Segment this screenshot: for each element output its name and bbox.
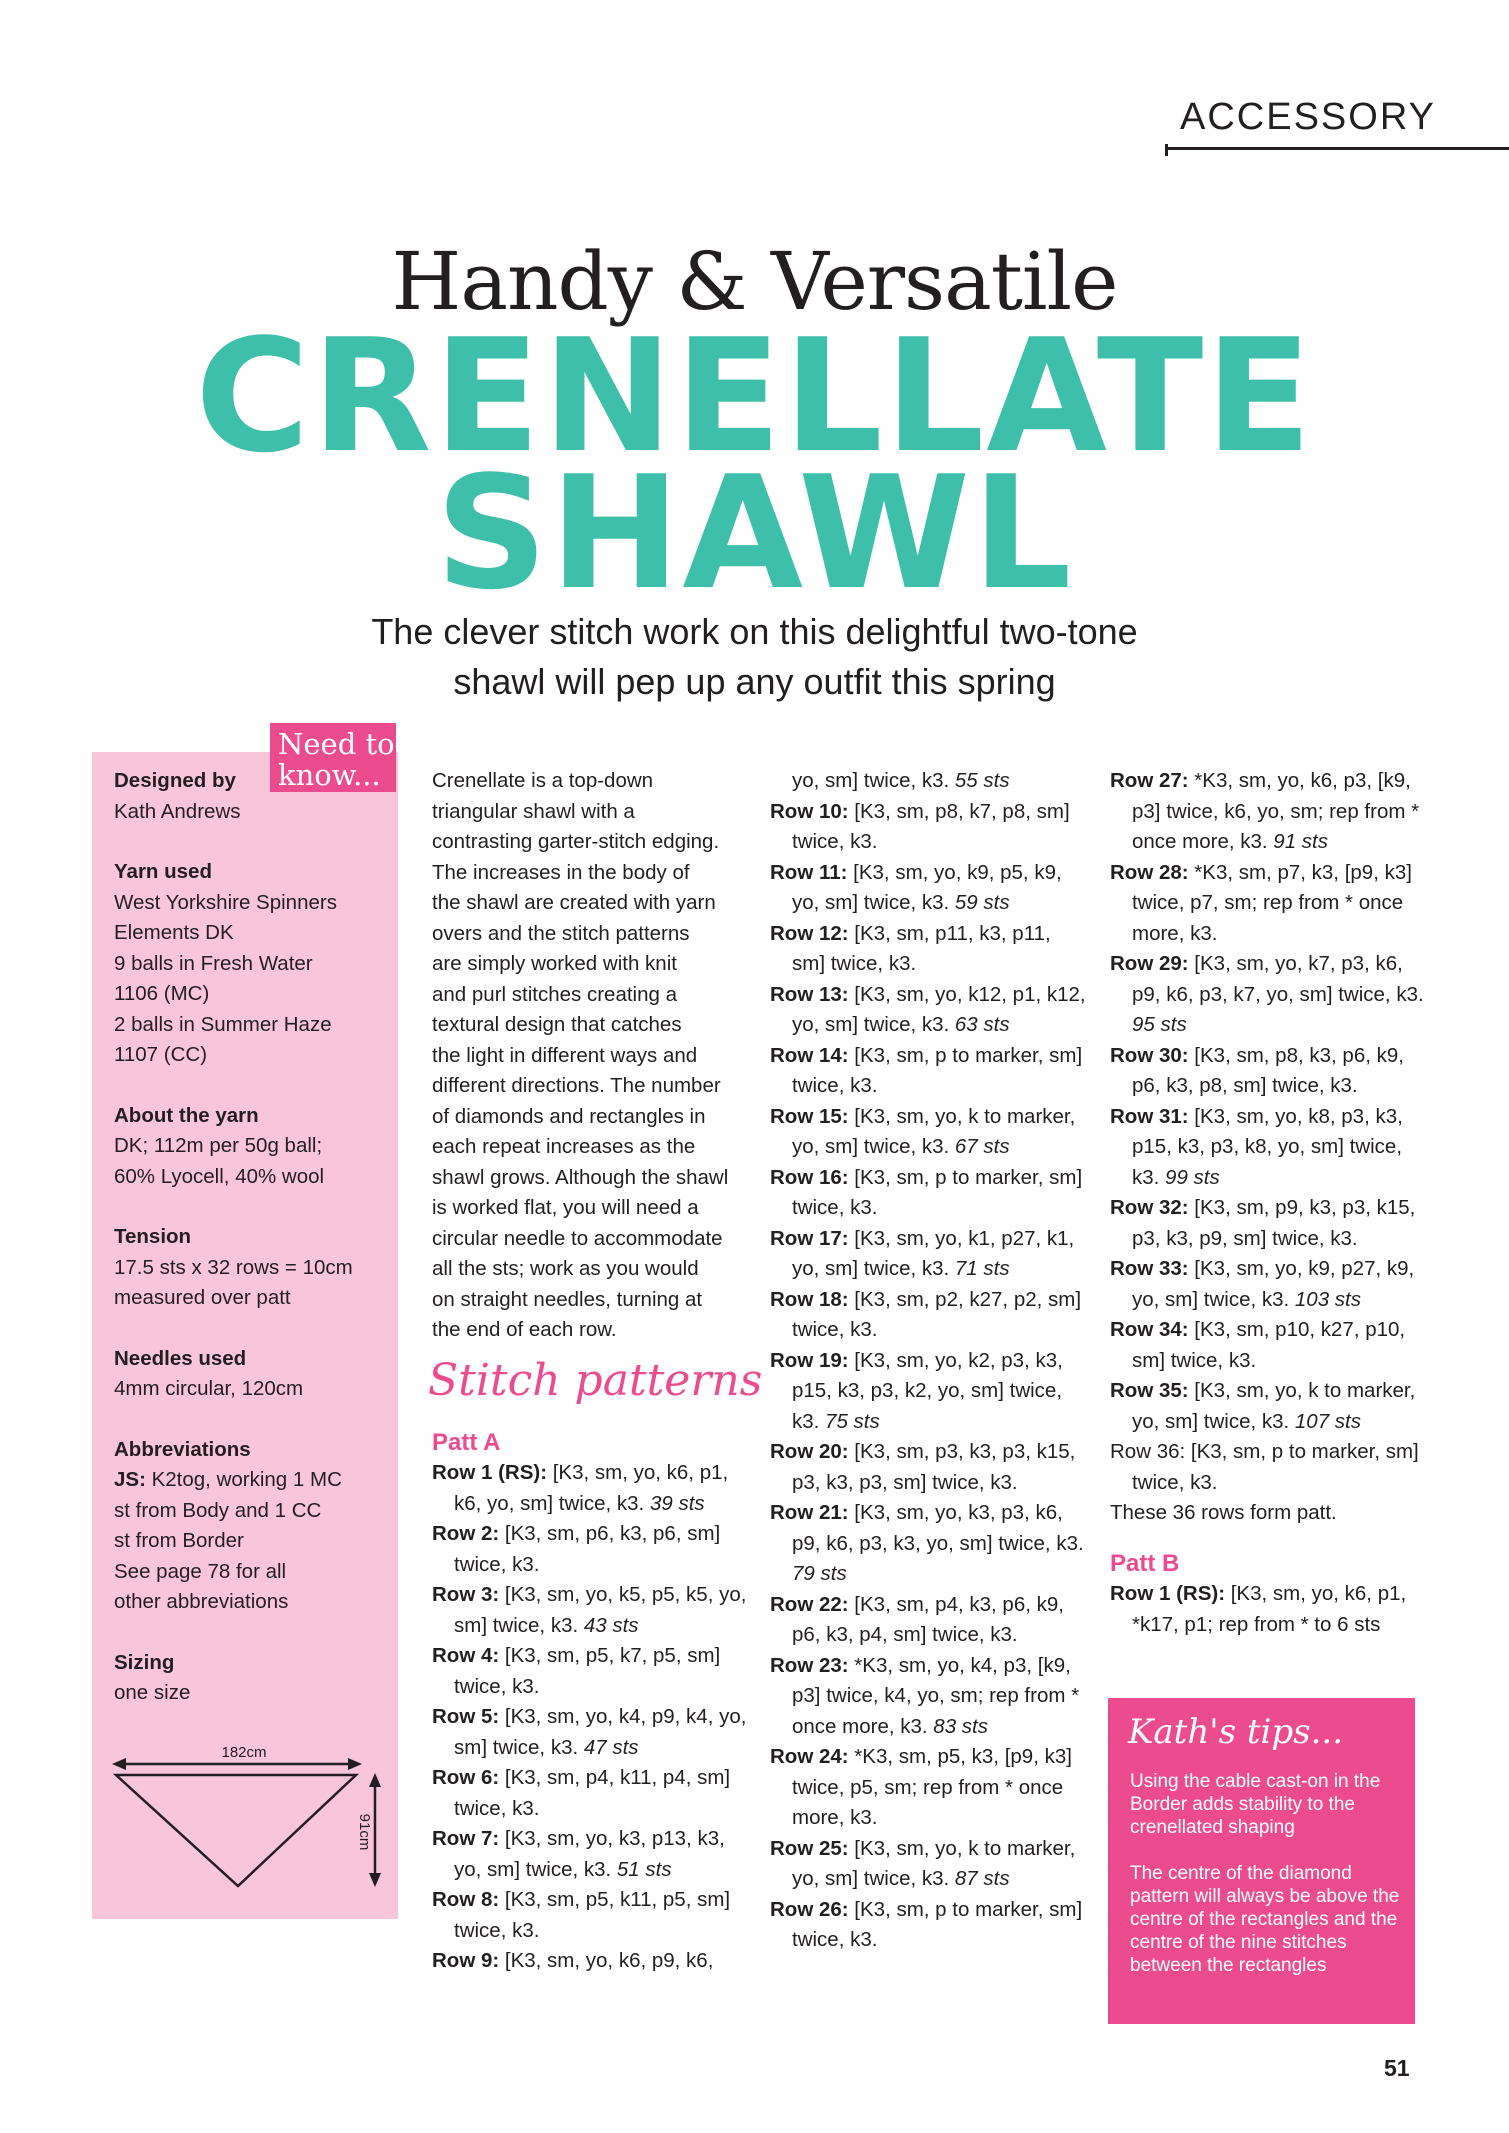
yarn-label: Yarn used <box>114 860 212 883</box>
pattern-row <box>432 1580 748 1641</box>
row-text: *K3, sm, yo, k4, p3, [k9, p3] twice, k4, yo, sm; rep from * once more, k3. <box>792 1653 1080 1738</box>
row-label: Row 6: <box>432 1766 500 1789</box>
pattern-row <box>770 1437 1088 1498</box>
row-label: Row 35: <box>1110 1379 1189 1402</box>
row-text: [K3, sm, yo, k12, p1, k12, yo, sm] twice, k3. <box>792 982 1086 1036</box>
pattern-row <box>1110 1315 1432 1376</box>
row-label: Row 15: <box>770 1104 849 1128</box>
row-text: [K3, sm, yo, k3, p3, k6, p9, k6, p3, k3, yo, sm] twice, k3. <box>792 1501 1084 1555</box>
intro-line: shawl grows. Although the shawl <box>432 1165 729 1189</box>
row-text: [K3, sm, p8, k3, p6, k9, p6, k3, p8, sm] twice, k3. <box>1132 1043 1404 1097</box>
pattern-row <box>1110 1102 1432 1194</box>
row-label: Row 1 (RS): <box>1110 1582 1226 1605</box>
row-label: Row 17: <box>770 1226 849 1250</box>
stitch-count: 39 sts <box>649 1491 705 1515</box>
stitch-count: 99 sts <box>1165 1165 1220 1189</box>
row-label: Row 33: <box>1110 1257 1189 1280</box>
row-label: Row 3: <box>432 1583 500 1606</box>
need-to-know-sidebar <box>92 752 398 1919</box>
pattern-row <box>432 1702 748 1763</box>
patt-a-heading: Patt A <box>432 1428 501 1456</box>
intro-line: are simply worked with knit <box>432 952 677 975</box>
intro-line: Crenellate is a top-down <box>432 769 654 792</box>
row-label: Row 4: <box>432 1644 500 1667</box>
pattern-row <box>770 858 1088 919</box>
row-text: [K3, sm, p8, k7, p8, sm] twice, k3. <box>792 799 1070 853</box>
pattern-row <box>770 980 1088 1041</box>
about-yarn-label: About the yarn <box>114 1103 259 1127</box>
diagram-width-label: 182cm <box>221 1744 267 1761</box>
width-arrowhead-left <box>112 1758 126 1770</box>
row-text: [K3, sm, p5, k11, p5, sm] twice, k3. <box>454 1888 731 1942</box>
patt-note: These 36 rows form patt. <box>1110 1501 1337 1524</box>
yarn-line: 2 balls in Summer Haze <box>114 1012 332 1036</box>
stitch-count: 67 sts <box>954 1135 1010 1158</box>
intro-line: the light in different ways and <box>432 1043 698 1067</box>
row-label: Row 23: <box>770 1653 849 1677</box>
yarn-line: West Yorkshire Spinners <box>114 890 337 914</box>
stitch-count: 107 sts <box>1294 1409 1362 1433</box>
stitch-count: 63 sts <box>954 1013 1010 1036</box>
stitch-count: 91 sts <box>1273 830 1328 853</box>
sidebar-content <box>114 766 384 1709</box>
patt-b-heading: Patt B <box>1110 1549 1180 1577</box>
intro-line: all the sts; work as you would <box>432 1257 699 1280</box>
patt-b-rows <box>1110 1579 1432 1640</box>
patt-a-rows <box>432 1458 748 1977</box>
need-to-know-badge <box>270 723 396 792</box>
pattern-row <box>432 1641 748 1702</box>
abbreviation-js-key: JS: <box>114 1468 146 1491</box>
stitch-count: 103 sts <box>1294 1287 1362 1311</box>
body-column-3 <box>1110 766 1432 1640</box>
pattern-row <box>1110 1579 1432 1640</box>
abbreviation-line: K2tog, working 1 MC <box>145 1468 342 1491</box>
pattern-row <box>1110 1437 1432 1498</box>
intro-line: and purl stitches creating a <box>432 982 677 1006</box>
title-line-1: CRENELLATE <box>195 305 1314 487</box>
yarn-line: 1107 (CC) <box>114 1043 208 1066</box>
pattern-row <box>1110 1254 1432 1315</box>
row-label: Row 8: <box>432 1888 500 1911</box>
section-label: ACCESSORY <box>1180 96 1436 138</box>
pattern-row <box>432 1824 748 1885</box>
intro-line: the end of each row. <box>432 1318 617 1341</box>
pattern-row <box>770 1834 1088 1895</box>
title-line-2: SHAWL <box>435 442 1074 624</box>
row-label: Row 7: <box>432 1827 500 1850</box>
row-text: [K3, sm, p to marker, sm] twice, k3. <box>792 1165 1083 1219</box>
row-text: [K3, sm, p to marker, sm] twice, k3. <box>792 1897 1083 1951</box>
row-label: Row 32: <box>1110 1196 1189 1219</box>
stitch-count: 43 sts <box>583 1613 639 1637</box>
body-column-2 <box>770 766 1088 1956</box>
kaths-tips-box <box>1108 1698 1415 2024</box>
row-text: [K3, sm, p4, k3, p6, k9, p6, k3, p4, sm] twice, k3. <box>792 1592 1064 1646</box>
pattern-row <box>432 1885 748 1946</box>
row-text: yo, sm] twice, k3. <box>792 769 955 792</box>
about-yarn-line: 60% Lyocell, 40% wool <box>114 1164 325 1188</box>
pattern-row <box>770 919 1088 980</box>
intro-line: circular needle to accommodate <box>432 1226 723 1250</box>
needles-value: 4mm circular, 120cm <box>114 1377 304 1400</box>
row-text: [K3, sm, p6, k3, p6, sm] twice, k3. <box>454 1522 721 1576</box>
row-label: Row 26: <box>770 1897 849 1921</box>
intro-line: each repeat increases as the <box>432 1135 696 1158</box>
needles-label: Needles used <box>114 1346 247 1370</box>
title-kicker: Handy & Versatile <box>391 235 1118 328</box>
stitch-count: 83 sts <box>933 1714 988 1738</box>
row-text: [K3, sm, yo, k9, p5, k9, yo, sm] twice, k3. <box>792 860 1062 914</box>
row-label: Row 34: <box>1110 1318 1189 1341</box>
row-text: *K3, sm, p7, k3, [p9, k3] twice, p7, sm; rep from * once more, k3. <box>1132 860 1412 945</box>
pattern-row <box>770 1651 1088 1743</box>
pattern-row <box>770 1590 1088 1651</box>
tension-line: 17.5 sts x 32 rows = 10cm <box>114 1255 353 1279</box>
row-text: [K3, sm, p3, k3, p3, k15, p3, k3, p3, sm] twice, k3. <box>792 1440 1076 1494</box>
patt-a-rows-end <box>1110 766 1432 1498</box>
row-label: Row 28: <box>1110 860 1189 884</box>
row-label: Row 18: <box>770 1287 849 1311</box>
row-text: [K3, sm, p10, k27, p10, sm] twice, k3. <box>1132 1318 1406 1372</box>
designer-name: Kath Andrews <box>114 799 241 823</box>
stitch-count: 79 sts <box>792 1562 847 1585</box>
badge-line: Need to <box>278 727 395 761</box>
pattern-row <box>770 1498 1088 1590</box>
section-rule <box>1165 147 1509 150</box>
pattern-row <box>1110 858 1432 950</box>
tips-title: Kath's tips... <box>1128 1712 1344 1752</box>
row-text: [K3, sm, yo, k7, p3, k6, p9, k6, p3, k7, yo, sm] twice, k3. <box>1132 952 1424 1006</box>
stitch-patterns-heading: Stitch patterns <box>428 1355 763 1406</box>
yarn-line: 1106 (MC) <box>114 982 210 1005</box>
intro-line: is worked flat, you will need a <box>432 1196 699 1219</box>
row-text: [K3, sm, yo, k to marker, yo, sm] twice, k3. <box>1132 1379 1416 1433</box>
intro-paragraph <box>432 766 748 1346</box>
row-label: Row 20: <box>770 1440 849 1463</box>
yarn-line: Elements DK <box>114 921 234 944</box>
pattern-row <box>432 1763 748 1824</box>
pattern-row <box>432 1519 748 1580</box>
pattern-row <box>770 1895 1088 1956</box>
patt-a-rows-continued <box>770 797 1088 1956</box>
abbreviations-label: Abbreviations <box>114 1437 251 1461</box>
row-label: Row 16: <box>770 1165 849 1189</box>
row-label: Row 22: <box>770 1592 849 1616</box>
intro-line: triangular shawl with a <box>432 799 635 823</box>
tip-2: The centre of the diamond pattern will always be above the centre of the rectangles and the centre of the nine stitches between the rectangles <box>1130 1863 1400 1976</box>
intro-line: The increases in the body of <box>432 860 690 884</box>
intro-line: contrasting garter-stitch edging. <box>432 830 720 853</box>
pattern-row <box>1110 1193 1432 1254</box>
row-label: Row 24: <box>770 1745 849 1768</box>
width-arrowhead-right <box>348 1758 362 1770</box>
tension-line: measured over patt <box>114 1286 291 1309</box>
row-text: [K3, sm, p5, k7, p5, sm] twice, k3. <box>454 1644 721 1698</box>
pattern-row <box>770 1041 1088 1102</box>
row-text: *K3, sm, p5, k3, [p9, k3] twice, p5, sm; rep from * once more, k3. <box>792 1745 1072 1829</box>
row-label: Row 21: <box>770 1501 849 1524</box>
standfirst-line-1: The clever stitch work on this delightful two-tone <box>371 611 1138 652</box>
pattern-row <box>1110 1376 1432 1437</box>
row-label: Row 25: <box>770 1836 849 1860</box>
row-text: [K3, sm, yo, k8, p3, k3, p15, k3, p3, k8, yo, sm] twice, k3. <box>1132 1104 1403 1189</box>
sizing-value: one size <box>114 1681 191 1704</box>
pattern-row <box>770 1285 1088 1346</box>
row-label: Row 12: <box>770 921 849 945</box>
shawl-size-diagram <box>110 1737 395 1897</box>
row-text: [K3, sm, yo, k to marker, yo, sm] twice, k3. <box>792 1104 1076 1158</box>
intro-line: overs and the stitch patterns <box>432 921 690 945</box>
stitch-count: 47 sts <box>583 1735 639 1759</box>
abbreviation-line: See page 78 for all <box>114 1559 287 1583</box>
stitch-count: 51 sts <box>616 1857 672 1881</box>
row-label: Row 29: <box>1110 952 1189 975</box>
sizing-label: Sizing <box>114 1650 175 1674</box>
standfirst <box>0 607 1509 707</box>
about-yarn-line: DK; 112m per 50g ball; <box>114 1134 323 1157</box>
intro-line: textural design that catches <box>432 1013 682 1036</box>
row-label: Row 19: <box>770 1348 849 1372</box>
row-text: [K3, sm, p9, k3, p3, k15, p3, k3, p9, sm] twice, k3. <box>1132 1196 1416 1250</box>
pattern-row <box>770 1163 1088 1224</box>
height-arrowhead-bottom <box>369 1873 381 1887</box>
standfirst-line-2: shawl will pep up any outfit this spring <box>453 661 1056 702</box>
stitch-count: 75 sts <box>825 1409 880 1433</box>
row-text: [K3, sm, p to marker, sm] twice, k3. <box>792 1043 1083 1097</box>
intro-line: of diamonds and rectangles in <box>432 1104 706 1128</box>
abbreviation-line: other abbreviations <box>114 1590 289 1613</box>
row-text: [K3, sm, yo, k6, p1, k6, yo, sm] twice, k3. <box>454 1461 729 1515</box>
stitch-count: 71 sts <box>954 1257 1010 1280</box>
row-label: Row 5: <box>432 1705 500 1728</box>
row-label: Row 11: <box>770 860 848 884</box>
pattern-row <box>1110 1041 1432 1102</box>
stitch-count: 59 sts <box>954 891 1010 914</box>
row-continuation <box>770 766 1088 797</box>
abbreviation-line: st from Border <box>114 1529 244 1552</box>
intro-line: the shawl are created with yarn <box>432 891 716 914</box>
abbreviation-line: st from Body and 1 CC <box>114 1498 322 1522</box>
diagram-height-label: 91cm <box>356 1813 373 1851</box>
row-label: Row 14: <box>770 1043 849 1067</box>
height-arrowhead-top <box>369 1773 381 1787</box>
row-label: Row 1 (RS): <box>432 1461 548 1484</box>
triangle-shawl-outline <box>116 1775 356 1886</box>
row-label: Row 30: <box>1110 1043 1189 1067</box>
page-number: 51 <box>1384 2055 1410 2081</box>
badge-line: know... <box>278 758 381 792</box>
pattern-row <box>770 1224 1088 1285</box>
tension-label: Tension <box>114 1225 192 1248</box>
section-rule-tick <box>1165 144 1168 156</box>
intro-line: different directions. The number <box>432 1074 721 1097</box>
row-text: [K3, sm, yo, k9, p27, k9, yo, sm] twice, k3. <box>1132 1257 1415 1311</box>
designed-label: Designed by <box>114 769 236 792</box>
pattern-row <box>770 1102 1088 1163</box>
pattern-row <box>1110 949 1432 1041</box>
stitch-count: 87 sts <box>954 1867 1010 1890</box>
pattern-row <box>770 1742 1088 1834</box>
yarn-line: 9 balls in Fresh Water <box>114 951 313 975</box>
row-label: Row 10: <box>770 799 849 823</box>
row-text: [K3, sm, yo, k5, p5, k5, yo, sm] twice, k3. <box>454 1583 747 1637</box>
row-text: [K3, sm, p2, k27, p2, sm] twice, k3. <box>792 1287 1082 1341</box>
row-text: [K3, sm, yo, k1, p27, k1, yo, sm] twice, k3. <box>792 1226 1075 1280</box>
row-text: [K3, sm, yo, k6, p1, *k17, p1; rep from * to 6 sts <box>1132 1582 1407 1636</box>
intro-line: on straight needles, turning at <box>432 1287 703 1311</box>
row-text: [K3, sm, yo, k to marker, yo, sm] twice, k3. <box>792 1836 1076 1890</box>
pattern-row <box>770 797 1088 858</box>
stitch-count: 55 sts <box>954 769 1010 792</box>
row-text: [K3, sm, yo, k2, p3, k3, p15, k3, p3, k2, yo, sm] twice, k3. <box>792 1348 1063 1433</box>
pattern-row <box>432 1458 748 1519</box>
row-text: *K3, sm, yo, k6, p3, [k9, p3] twice, k6, yo, sm; rep from * once more, k3. <box>1132 769 1420 853</box>
tips-body <box>1130 1770 1400 1977</box>
row-text: [K3, sm, yo, k6, p9, k6, <box>499 1949 714 1972</box>
row-text: [K3, sm, yo, k3, p13, k3, yo, sm] twice, k3. <box>454 1827 725 1881</box>
row-text: Row 36: [K3, sm, p to marker, sm] twice, k3. <box>1110 1440 1419 1494</box>
row-label: Row 27: <box>1110 769 1189 792</box>
tip-1: Using the cable cast-on in the Border adds stability to the crenellated shaping <box>1130 1771 1381 1838</box>
pattern-row <box>1110 766 1432 858</box>
row-text: [K3, sm, p4, k11, p4, sm] twice, k3. <box>454 1766 731 1820</box>
stitch-count: 95 sts <box>1132 1013 1187 1036</box>
row-text: [K3, sm, yo, k4, p9, k4, yo, sm] twice, k3. <box>454 1705 747 1759</box>
row-label: Row 13: <box>770 982 849 1006</box>
row-label: Row 2: <box>432 1522 500 1545</box>
row-text: [K3, sm, p11, k3, p11, sm] twice, k3. <box>792 921 1051 975</box>
row-label: Row 9: <box>432 1949 500 1972</box>
pattern-row <box>432 1946 748 1977</box>
row-label: Row 31: <box>1110 1104 1189 1128</box>
pattern-row <box>770 1346 1088 1438</box>
